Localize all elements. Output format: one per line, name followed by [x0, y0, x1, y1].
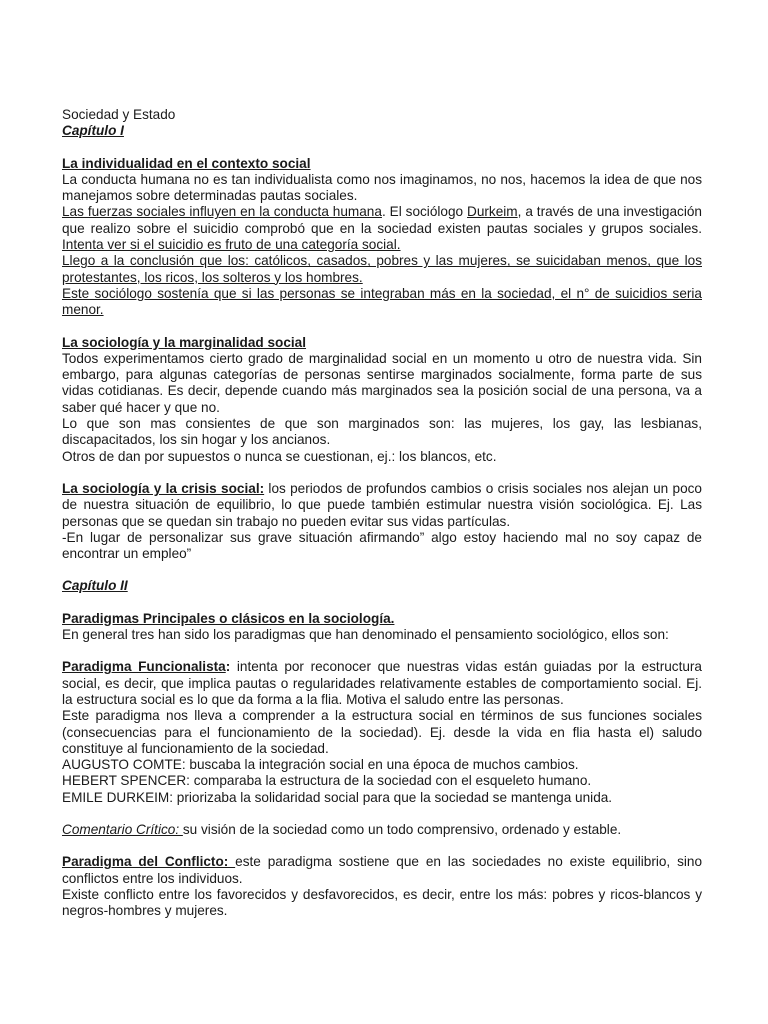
- paragraph: [62, 822, 702, 838]
- section-marginalidad-heading: La sociología y la marginalidad social: [62, 334, 307, 350]
- paragraph: La conducta humana no es tan individualista como nos imaginamos, no nos, hacemos la idea de que nos manejamos sobre determinadas pautas sociales.: [62, 171, 702, 204]
- underlined-text: Durkeim: [467, 204, 518, 220]
- paragraph: Todos experimentamos cierto grado de marginalidad social en un momento u otro de nuestra vida. Sin embargo, para algunas categorías de personas sentirse marginados socialmente, forma parte de sus vidas cotidianas. Es decir, depende cuando más marginados sea la posición social de una persona, va a saber qué hacer y que no.: [62, 350, 702, 415]
- chapter-2-heading: Capítulo II: [62, 578, 128, 594]
- spacer: [62, 140, 702, 156]
- spacer: [62, 643, 702, 659]
- paragraph: [62, 659, 702, 708]
- spacer: [62, 319, 702, 335]
- paragraph: Este paradigma nos lleva a comprender a la estructura social en términos de sus funciones sociales (consecuencias para el funcionamiento de la sociedad). Ej. desde la vida en flia hasta el) saludo constituye al funcionamiento de la sociedad.: [62, 708, 702, 756]
- spacer: [62, 838, 702, 854]
- section-crisis-heading: La sociología y la crisis social:: [62, 480, 265, 496]
- text: este paradigma sostiene que en las sociedades no existe equilibrio, sino conflictos entre los individuos.: [62, 854, 703, 886]
- paragraph: [62, 204, 702, 253]
- paragraph: Otros de dan por supuestos o nunca se cuestionan, ej.: los blancos, etc.: [62, 448, 497, 464]
- text: :: [225, 659, 231, 675]
- spacer: [62, 595, 702, 611]
- paragraph: En general tres han sido los paradigmas que han denominado el pensamiento sociológico, ellos son:: [62, 627, 669, 643]
- text: intenta por reconocer que nuestras vidas están guiadas por la estructura social, es decir, que implica pautas o regularidades relativamente estables de comportamiento social. Ej. la estructura social es lo que da forma a la flia. Motiva el saludo entre las personas.: [62, 659, 702, 707]
- section-funcionalista-heading: Paradigma Funcionalista: [62, 659, 226, 675]
- paragraph: -En lugar de personalizar sus grave situación afirmando” algo estoy haciendo mal no soy capaz de encontrar un empleo”: [62, 529, 702, 562]
- text: . El sociólogo: [381, 204, 468, 220]
- text: su visión de la sociedad como un todo comprensivo, ordenado y estable.: [182, 821, 622, 837]
- text: , a través de una investigación que realizo sobre el suicidio comprobó que en la sociedad existen pautas sociales y grupos sociales.: [62, 204, 702, 236]
- underlined-text: Intenta ver si el suicidio es fruto de una categoría social.: [62, 237, 401, 253]
- paragraph: [62, 481, 702, 530]
- paragraph: AUGUSTO COMTE: buscaba la integración social en una época de muchos cambios.: [62, 757, 579, 773]
- document-page: [62, 107, 702, 919]
- comentario-critico-label: Comentario Crítico:: [62, 821, 183, 837]
- document-title: Sociedad y Estado: [62, 107, 176, 122]
- paragraph: Este sociólogo sostenía que si las personas se integraban más en la sociedad, el n° de suicidios seria menor.: [62, 285, 702, 318]
- paragraph: HEBERT SPENCER: comparaba la estructura de la sociedad con el esqueleto humano.: [62, 773, 592, 789]
- paragraph: [62, 854, 702, 887]
- spacer: [62, 806, 702, 822]
- paragraph: EMILE DURKEIM: priorizaba la solidaridad social para que la sociedad se mantenga unida.: [62, 789, 613, 805]
- spacer: [62, 465, 702, 481]
- paragraph: Existe conflicto entre los favorecidos y desfavorecidos, es decir, entre los más: pobres y ricos-blancos y negros-hombres y mujeres.: [62, 886, 702, 919]
- section-conflicto-heading: Paradigma del Conflicto:: [62, 854, 236, 870]
- spacer: [62, 562, 702, 578]
- paragraph: Llego a la conclusión que los: católicos, casados, pobres y las mujeres, se suicidaban menos, que los protestantes, los ricos, los solteros y los hombres.: [62, 253, 702, 285]
- text: los periodos de profundos cambios o crisis sociales nos alejan un poco de nuestra situación de equilibrio, lo que puede también estimular nuestra visión sociológica. Ej. Las personas que se quedan sin trabajo no pueden evitar sus vidas partículas.: [62, 480, 702, 529]
- chapter-1-heading: Capítulo I: [62, 123, 124, 139]
- paragraph: Lo que son mas consientes de que son marginados son: las mujeres, los gay, las lesbianas, discapacitados, los sin hogar y los ancianos.: [62, 416, 702, 448]
- section-individualidad-heading: La individualidad en el contexto social: [62, 155, 311, 171]
- underlined-text: Las fuerzas sociales influyen en la conducta humana: [62, 204, 382, 220]
- section-paradigmas-heading: Paradigmas Principales o clásicos en la sociología.: [62, 610, 395, 626]
